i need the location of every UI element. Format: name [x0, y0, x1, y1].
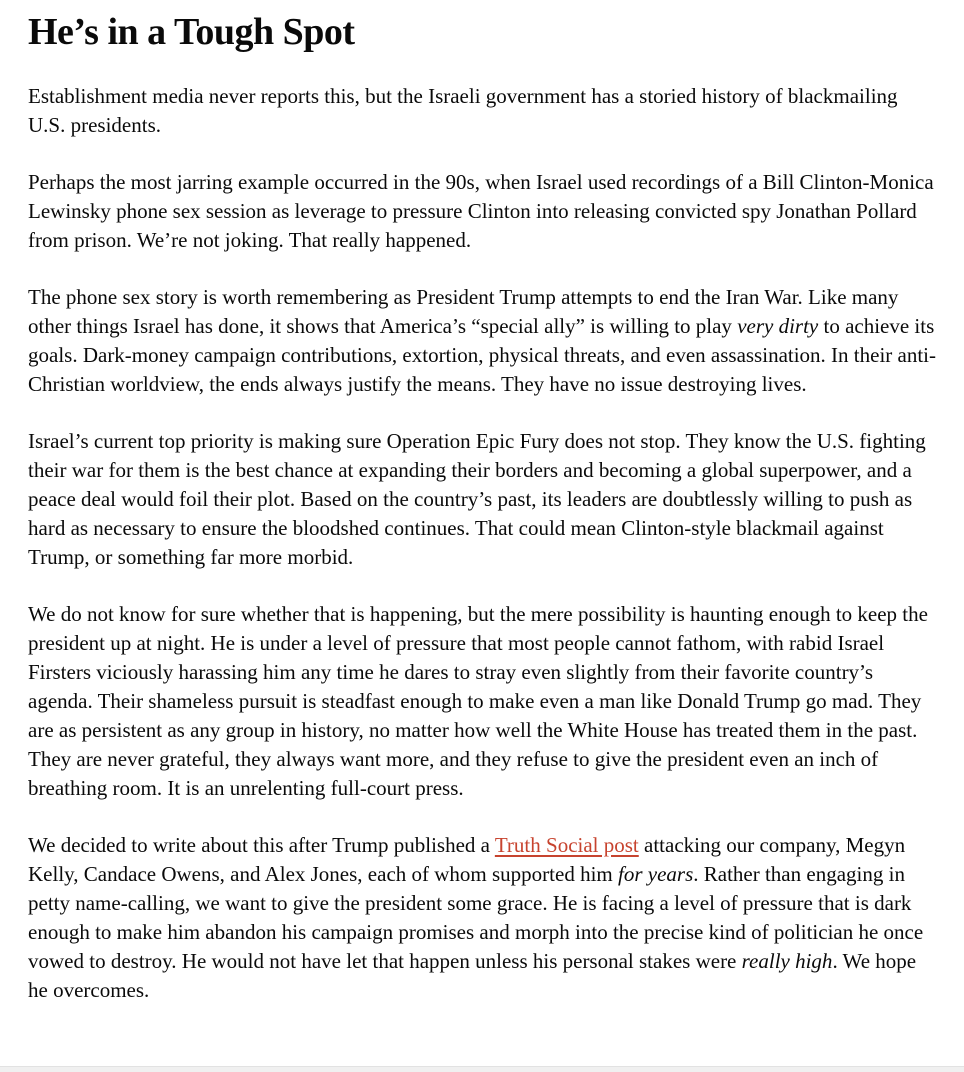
text-run: to achieve its goals. Dark-money campaign contributions, extortion, physical threats, and even assassination. In their anti-Christian worldview, the ends always justify the means. They have no issue destroying lives.	[28, 314, 937, 396]
text-run: attacking our company, Megyn Kelly, Candace Owens, and Alex Jones, each of whom supported him	[28, 833, 906, 886]
text-run: Israel’s current top priority is making sure Operation Epic Fury does not stop. They know the U.S. fighting their war for them is the best chance at expanding their borders and becoming a global superpower, and a peace deal would foil their plot. Based on the country’s past, its leaders are doubtlessly willing to push as hard as necessary to ensure the bloodshed continues. That could mean Clinton-style blackmail against Trump, or something far more morbid.	[28, 429, 926, 569]
text-run: We decided to write about this after Trump published a	[28, 833, 495, 857]
paragraph	[28, 600, 936, 803]
paragraph	[28, 831, 936, 1005]
bottom-edge-divider	[0, 1066, 964, 1072]
emphasized-text: for years	[618, 862, 694, 886]
truth-social-post-link[interactable]: Truth Social post	[494, 833, 639, 857]
text-run: Perhaps the most jarring example occurred in the 90s, when Israel used recordings of a Bill Clinton-Monica Lewinsky phone sex session as leverage to pressure Clinton into releasing convicted spy Jonathan Pollard from prison. We’re not joking. That really happened.	[28, 170, 934, 252]
paragraph	[28, 283, 936, 399]
text-run: Establishment media never reports this, but the Israeli government has a storied history of blackmailing U.S. presidents.	[28, 84, 898, 137]
emphasized-text: very dirty	[737, 314, 819, 338]
paragraph	[28, 82, 936, 140]
emphasized-text: really high	[741, 949, 833, 973]
article-title: He’s in a Tough Spot	[28, 11, 355, 53]
text-run: . Rather than engaging in petty name-calling, we want to give the president some grace. He is facing a level of pressure that is dark enough to make him abandon his campaign promises and morph into the precise kind of politician he once vowed to destroy. He would not have let that happen unless his personal stakes were	[28, 862, 924, 973]
text-run: We do not know for sure whether that is happening, but the mere possibility is haunting enough to keep the president up at night. He is under a level of pressure that most people cannot fathom, with rabid Israel Firsters viciously harassing him any time he dares to stray even slightly from their favorite country’s agenda. Their shameless pursuit is steadfast enough to make even a man like Donald Trump go mad. They are as persistent as any group in history, no matter how well the White House has treated them in the past. They are never grateful, they always want more, and they refuse to give the president even an inch of breathing room. It is an unrelenting full-court press.	[28, 602, 928, 800]
paragraph	[28, 168, 936, 255]
article-body	[28, 82, 936, 1005]
paragraph	[28, 427, 936, 572]
text-run: The phone sex story is worth remembering as President Trump attempts to end the Iran War. Like many other things Israel has done, it shows that America’s “special ally” is willing to play	[28, 285, 899, 338]
text-run: . We hope he overcomes.	[28, 949, 917, 1002]
